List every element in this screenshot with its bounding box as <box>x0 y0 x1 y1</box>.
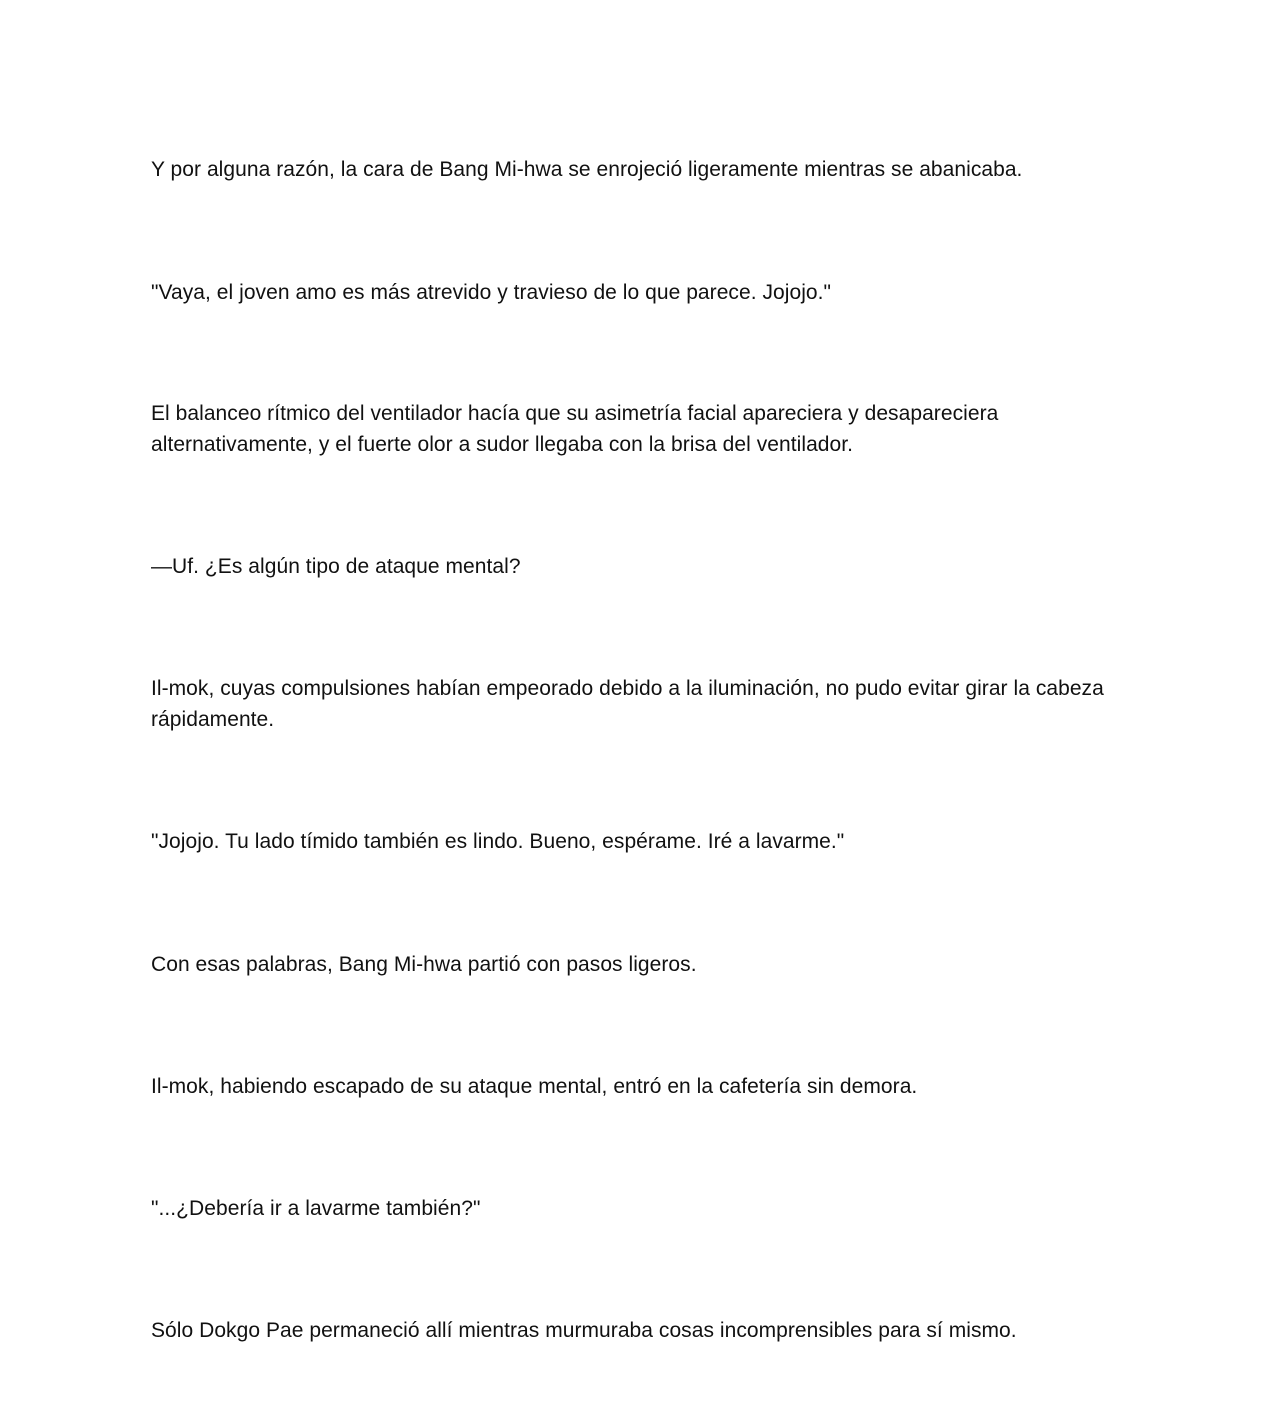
paragraph-9: "...¿Debería ir a lavarme también?" <box>151 1197 481 1220</box>
paragraph-2: "Vaya, el joven amo es más atrevido y travieso de lo que parece. Jojojo." <box>151 281 832 304</box>
paragraph-5: Il-mok, cuyas compulsiones habían empeorado debido a la iluminación, no pudo evitar girar la cabeza rápidamente. <box>151 677 1104 731</box>
paragraph-4: —Uf. ¿Es algún tipo de ataque mental? <box>151 555 521 578</box>
paragraph-6: "Jojojo. Tu lado tímido también es lindo. Bueno, espérame. Iré a lavarme." <box>151 830 845 853</box>
paragraph-8: Il-mok, habiendo escapado de su ataque mental, entró en la cafetería sin demora. <box>151 1075 918 1098</box>
paragraph-7: Con esas palabras, Bang Mi-hwa partió con pasos ligeros. <box>151 953 697 976</box>
paragraph-1: Y por alguna razón, la cara de Bang Mi-hwa se enrojeció ligeramente mientras se abanicaba. <box>151 158 1023 181</box>
paragraph-10: Sólo Dokgo Pae permaneció allí mientras murmuraba cosas incomprensibles para sí mismo. <box>151 1319 1017 1342</box>
paragraph-3: El balanceo rítmico del ventilador hacía que su asimetría facial apareciera y desapareciera alternativamente, y el fuerte olor a sudor llegaba con la brisa del ventilador. <box>151 402 999 456</box>
